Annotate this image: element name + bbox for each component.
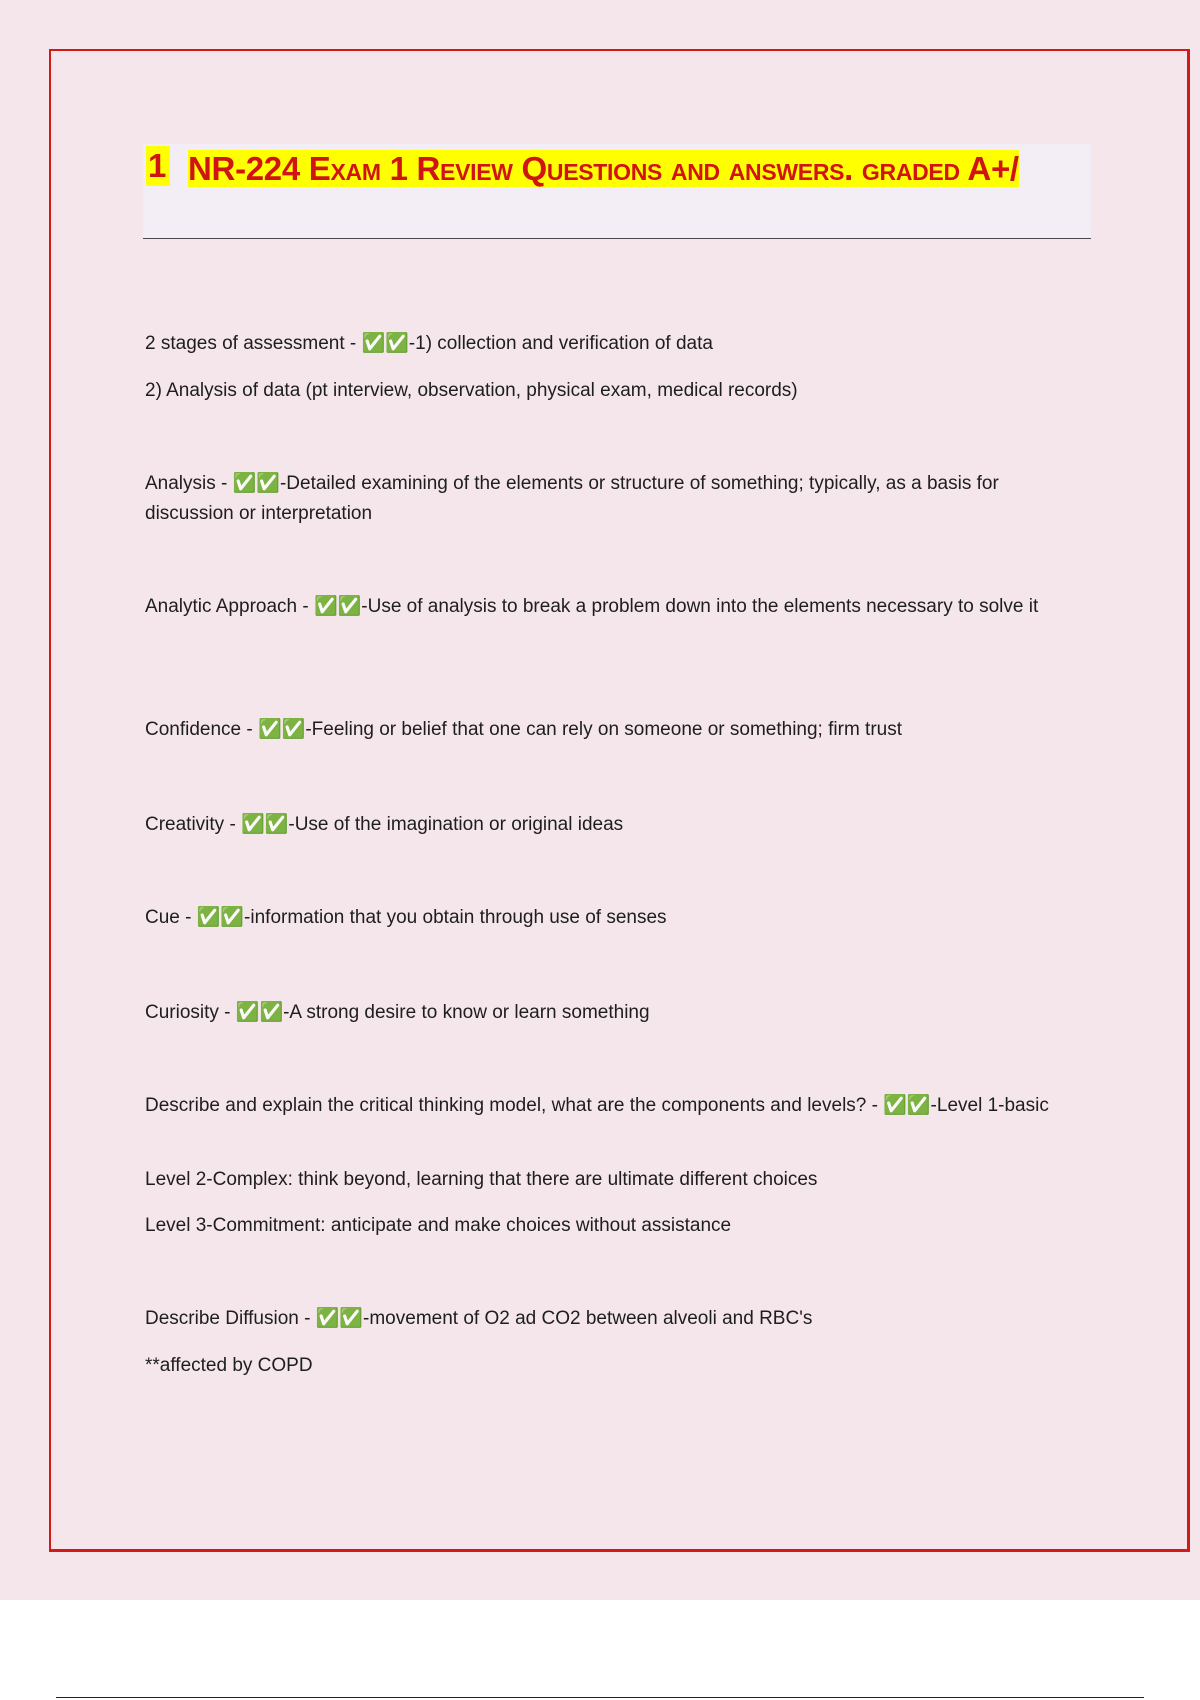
page-title — [188, 146, 1068, 191]
entry-curiosity: Curiosity - ✅✅-A strong desire to know or learn something — [145, 1002, 650, 1023]
page-title-text: NR-224 Exam 1 Review Questions and answers. graded A+/ — [188, 150, 1019, 187]
entry-critical-thinking-model: Describe and explain the critical thinking model, what are the components and levels? - ✅✅-Level 1-basic — [145, 1095, 1049, 1116]
entry-creativity: Creativity - ✅✅-Use of the imagination or original ideas — [145, 814, 624, 835]
entry-critical-thinking-level-3: Level 3-Commitment: anticipate and make choices without assistance — [145, 1215, 732, 1236]
entry-confidence: Confidence - ✅✅-Feeling or belief that one can rely on someone or something; firm trust — [145, 719, 903, 740]
heading-number: 1 — [146, 146, 170, 186]
entry-diffusion-note: **affected by COPD — [145, 1355, 313, 1376]
entry-critical-thinking-level-2: Level 2-Complex: think beyond, learning that there are ultimate different choices — [145, 1169, 818, 1190]
next-page-header-rule — [56, 1697, 1144, 1698]
entry-analysis: Analysis - ✅✅-Detailed examining of the elements or structure of something; typically, as a basis for discussion or interpretation — [145, 473, 999, 524]
title-block — [143, 144, 1091, 239]
entry-stages-of-assessment: 2 stages of assessment - ✅✅-1) collection and verification of data — [145, 333, 713, 354]
entry-cue: Cue - ✅✅-information that you obtain through use of senses — [145, 907, 667, 928]
entry-analytic-approach: Analytic Approach - ✅✅-Use of analysis to break a problem down into the elements necessary to solve it — [145, 596, 1039, 617]
entry-stages-of-assessment-continued: 2) Analysis of data (pt interview, observation, physical exam, medical records) — [145, 380, 798, 401]
entry-diffusion: Describe Diffusion - ✅✅-movement of O2 ad CO2 between alveoli and RBC's — [145, 1308, 813, 1329]
